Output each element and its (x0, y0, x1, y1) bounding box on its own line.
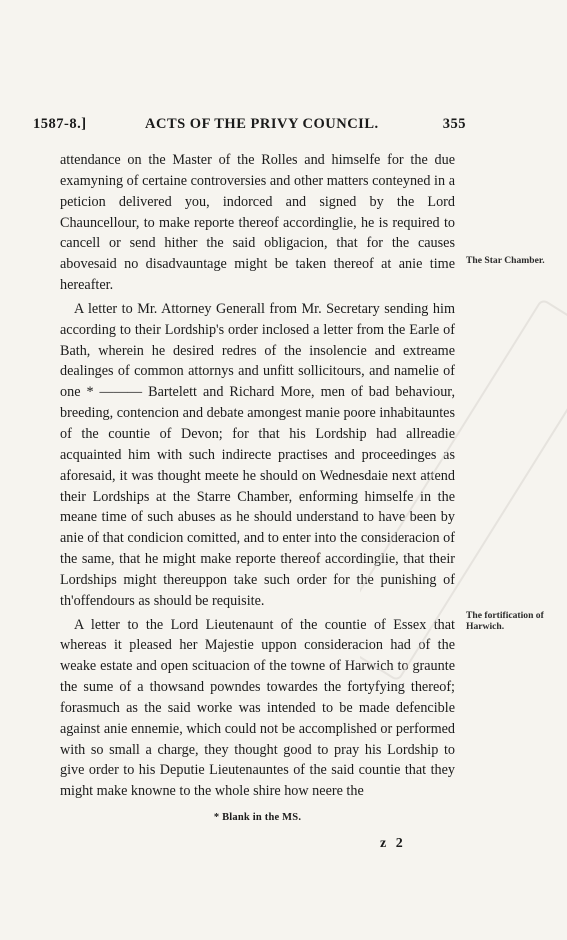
page-number: 355 (442, 116, 466, 132)
header-year: 1587-8.] (33, 116, 87, 132)
paragraph-continuation: attendance on the Master of the Rolles and himselfe for the due examyning of certaine controversies and other matters conteyned in a peticion delivered you, indorced and signed by the Lord Chauncellour, to make reporte thereof accordinglie, he is required to cancell or send hither the said obligacion, that for the causes abovesaid no disadvauntage might be taken thereof at anie time hereafter. (60, 152, 455, 294)
body-text (60, 150, 455, 802)
margin-note-star-chamber: The Star Chamber. (466, 255, 545, 266)
signature-mark: z 2 (380, 836, 406, 851)
footnote: * Blank in the MS. (213, 812, 302, 823)
paragraph-harwich: A letter to the Lord Lieutenaunt of the countie of Essex that whereas it pleased her Majestie uppon consideracion had of the weake estate and open scituacion of the towne of Harwich to graunte the sume of a thowsand powndes towardes the fortyfying thereof; forasmuch as the said worke was intended to be made defencible against anie ennemie, which could not be accomplished or performed with so small a charge, they thought good to pray his Lordship to give order to his Deputie Lieutenauntes of the said countie that they might make knowne to the whole shire how neere the (60, 616, 455, 800)
margin-note-harwich: The fortification of Harwich. (466, 610, 544, 632)
header-title: ACTS OF THE PRIVY COUNCIL. (145, 116, 379, 132)
paragraph-star-chamber: A letter to Mr. Attorney Generall from Mr. Secretary sending him according to their Lordship's order inclosed a letter from the Earle of Bath, wherein he desired redres of the insolencie and extreame dealinges of common attornys and unfitt sollicitours, and namelie of one * ——— Bartelett and Richard More, men of bad behaviour, breeding, contencion and debate amongest manie poore inhabitauntes of the countie of Devon; for that his Lordship had allreadie acquainted him with such indirecte practises and proceedinges as aforesaid, it was thought meete he should on Wednesdaie next attend their Lordships at the Starre Chamber, enforming himselfe in the meane time of such abuses as he should understand to have been by anie of that condicion comitted, and to enter into the consideracion of the same, that he might make reporte thereof accordinglie, that their Lordships might thereuppon take such order for the punishing of th'offendours as should be requisite. (60, 300, 455, 609)
